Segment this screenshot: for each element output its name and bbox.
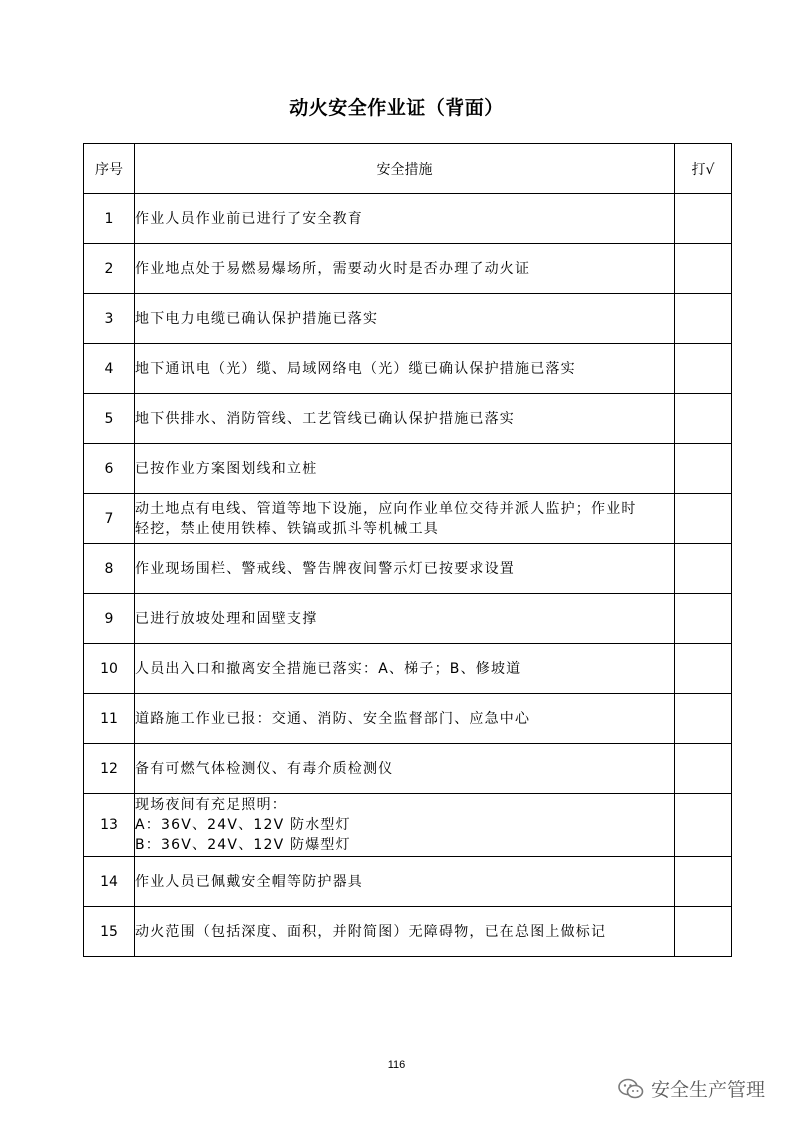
- table-row: [84, 594, 732, 644]
- row-measure-line: 现场夜间有充足照明：: [135, 797, 287, 813]
- header-measure: 安全措施: [135, 144, 675, 194]
- row-check-cell[interactable]: [675, 394, 732, 444]
- row-num: 12: [84, 744, 135, 794]
- table-row: [84, 694, 732, 744]
- table-row: [84, 644, 732, 694]
- wechat-icon: [617, 1077, 645, 1101]
- row-num: 9: [84, 594, 135, 644]
- row-measure-line: 动土地点有电线、管道等地下设施，应向作业单位交待并派人监护；作业时: [135, 500, 637, 517]
- row-check-cell[interactable]: [675, 294, 732, 344]
- row-check-cell[interactable]: [675, 444, 732, 494]
- row-measure: 动火范围（包括深度、面积，并附简图）无障碍物，已在总图上做标记: [135, 907, 675, 957]
- row-measure-line: B：36V、24V、12V 防爆型灯: [135, 837, 351, 853]
- row-measure: 人员出入口和撤离安全措施已落实：A、梯子；B、修坡道: [135, 644, 675, 694]
- row-measure: 地下供排水、消防管线、工艺管线已确认保护措施已落实: [135, 394, 675, 444]
- document-title: 动火安全作业证（背面）: [289, 97, 504, 119]
- row-measure: 作业人员作业前已进行了安全教育: [135, 194, 675, 244]
- row-num: 4: [84, 344, 135, 394]
- row-num: 14: [84, 857, 135, 907]
- table-header-row: [84, 144, 732, 194]
- row-num: 10: [84, 644, 135, 694]
- row-check-cell[interactable]: [675, 594, 732, 644]
- safety-measures-table: [83, 143, 732, 957]
- row-measure: 已按作业方案图划线和立桩: [135, 444, 675, 494]
- row-check-cell[interactable]: [675, 194, 732, 244]
- header-check: 打√: [675, 144, 732, 194]
- row-num: 15: [84, 907, 135, 957]
- table-row: [84, 794, 732, 857]
- row-num: 1: [84, 194, 135, 244]
- row-num: 5: [84, 394, 135, 444]
- table-row: [84, 394, 732, 444]
- header-num: 序号: [84, 144, 135, 194]
- row-num: 13: [84, 794, 135, 857]
- table-row: [84, 744, 732, 794]
- row-check-cell[interactable]: [675, 244, 732, 294]
- row-measure: 已进行放坡处理和固壁支撑: [135, 594, 675, 644]
- row-measure: 作业人员已佩戴安全帽等防护器具: [135, 857, 675, 907]
- watermark: [617, 1075, 765, 1102]
- row-measure-line: 轻挖，禁止使用铁棒、铁镐或抓斗等机械工具: [135, 520, 439, 537]
- table-row: [84, 244, 732, 294]
- row-num: 8: [84, 544, 135, 594]
- row-measure: [135, 494, 675, 544]
- row-num: 7: [84, 494, 135, 544]
- row-check-cell[interactable]: [675, 694, 732, 744]
- row-num: 2: [84, 244, 135, 294]
- row-num: 11: [84, 694, 135, 744]
- row-num: 6: [84, 444, 135, 494]
- row-measure: 作业现场围栏、警戒线、警告牌夜间警示灯已按要求设置: [135, 544, 675, 594]
- row-measure: 备有可燃气体检测仪、有毒介质检测仪: [135, 744, 675, 794]
- table-row: [84, 907, 732, 957]
- watermark-text: 安全生产管理: [651, 1079, 766, 1101]
- row-measure: 地下电力电缆已确认保护措施已落实: [135, 294, 675, 344]
- row-check-cell[interactable]: [675, 794, 732, 857]
- row-check-cell[interactable]: [675, 544, 732, 594]
- table-row: [84, 857, 732, 907]
- table-row: [84, 444, 732, 494]
- row-measure: [135, 794, 675, 857]
- table-row: [84, 344, 732, 394]
- row-check-cell[interactable]: [675, 857, 732, 907]
- row-measure: 道路施工作业已报：交通、消防、安全监督部门、应急中心: [135, 694, 675, 744]
- row-measure: 作业地点处于易燃易爆场所，需要动火时是否办理了动火证: [135, 244, 675, 294]
- row-num: 3: [84, 294, 135, 344]
- row-check-cell[interactable]: [675, 494, 732, 544]
- row-measure-line: A：36V、24V、12V 防水型灯: [135, 817, 351, 833]
- page-number: 116: [387, 1059, 406, 1071]
- row-check-cell[interactable]: [675, 907, 732, 957]
- table-row: [84, 294, 732, 344]
- row-measure: 地下通讯电（光）缆、局域网络电（光）缆已确认保护措施已落实: [135, 344, 675, 394]
- row-check-cell[interactable]: [675, 644, 732, 694]
- table-row: [84, 544, 732, 594]
- row-check-cell[interactable]: [675, 344, 732, 394]
- table-row: [84, 494, 732, 544]
- row-check-cell[interactable]: [675, 744, 732, 794]
- table-row: [84, 194, 732, 244]
